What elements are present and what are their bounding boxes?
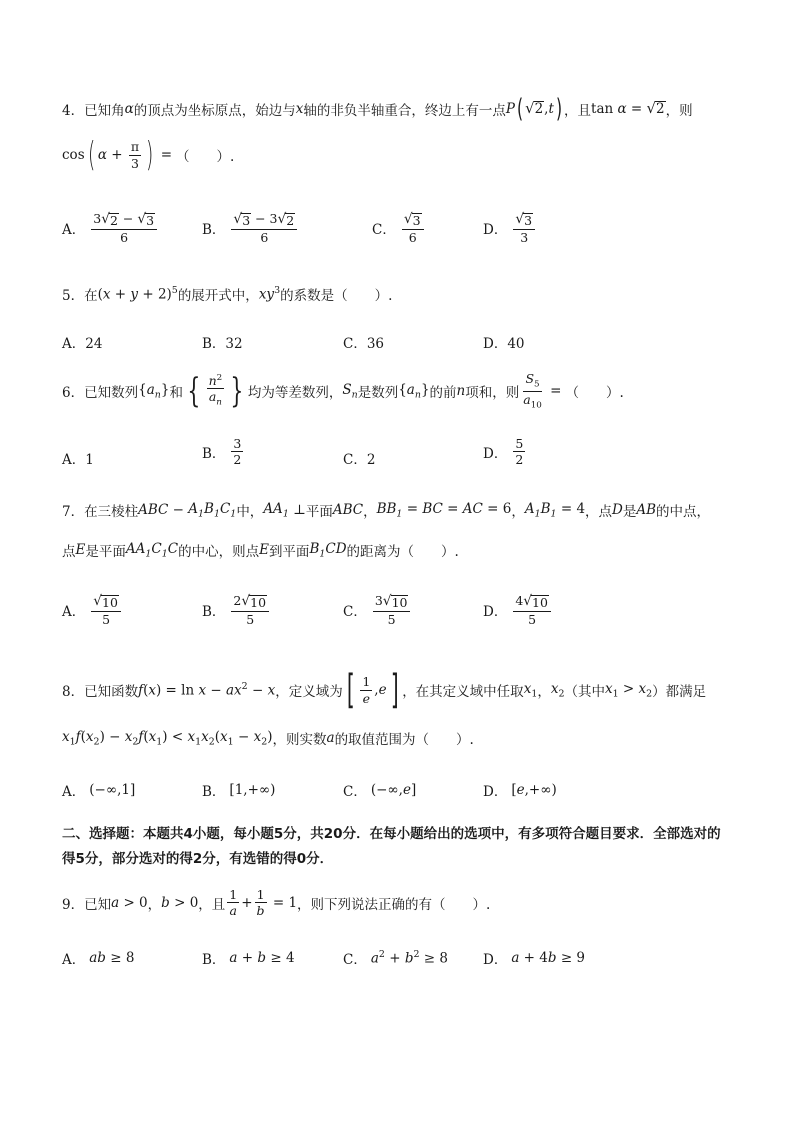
q4-line2: cos ( α + $\frac{\pi}{3}$ ) = （ ）. bbox=[62, 135, 235, 175]
math-reciprocal-sum: $\frac{1}{a}$ + $\frac{1}{b}$ = 1 bbox=[229, 887, 298, 919]
math-aa1c1c: $AA_1C_1C$ bbox=[125, 540, 179, 560]
q5-option-a[interactable]: A．24 bbox=[62, 336, 103, 352]
math-frac: 2 √ 10 5 bbox=[231, 594, 269, 627]
q6-option-c[interactable]: C．2 bbox=[343, 452, 376, 468]
math-e: E bbox=[75, 542, 86, 558]
math-aa1: $AA_1$ bbox=[263, 500, 289, 520]
math-ineq: a + b ≥ 4 bbox=[229, 950, 295, 966]
math-fx-def: $f(x) = \ln x - ax^2 - x$ bbox=[138, 681, 276, 699]
q5-option-b[interactable]: B．32 bbox=[202, 336, 243, 352]
q8-option-c[interactable]: C． (−∞,e] bbox=[343, 782, 417, 800]
q7-option-b[interactable]: B． 2 √ 10 5 bbox=[202, 594, 271, 627]
math-cos-expr: cos ( α + $\frac{\pi}{3}$ ) = bbox=[62, 135, 173, 175]
math-frac: $\frac{5}{2}$ bbox=[515, 436, 524, 468]
q8-option-a[interactable]: A． (−∞,1] bbox=[62, 782, 136, 800]
math-interval: [1,+∞) bbox=[229, 782, 276, 798]
math-x: x bbox=[295, 101, 304, 117]
math-frac: 4 √ 10 5 bbox=[513, 594, 551, 627]
q7-option-c[interactable]: C． 3 √ 10 5 bbox=[343, 594, 412, 627]
math-interval: (−∞,1] bbox=[89, 782, 136, 798]
section-heading: 二、选择题：本题共4小题，每小题5分，共20分．在每小题给出的选项中，有多项符合题目要求．全部选对的得5分，部分选对的得2分，有选错的得0分． bbox=[62, 826, 721, 867]
q4-option-a[interactable]: A． 3 √ 2 − √ 3 6 bbox=[62, 212, 159, 245]
q8-line2: $x_1f(x_2) - x_2f(x_1) < x_1x_2(x_1 - x_2)$ ，则实数 a 的取值范围为（ ）. bbox=[62, 728, 474, 748]
math-a: a bbox=[326, 730, 335, 746]
q4-option-c[interactable]: C． √ 3 6 bbox=[372, 212, 426, 245]
math-x1-gt-x2: $x_1 > x_2$ bbox=[604, 680, 653, 700]
math-domain: [ $\frac{1}{e}$ , e ] bbox=[346, 667, 399, 713]
math-s5-a10: $\frac{S_5}{a_{10}}$ = bbox=[523, 371, 562, 411]
q8-option-b[interactable]: B． [1,+∞) bbox=[202, 782, 276, 800]
q9-option-c[interactable]: C． $a^2 + b^2 \ge 8$ bbox=[343, 949, 448, 968]
q9-option-d[interactable]: D． a + 4b ≥ 9 bbox=[483, 950, 586, 968]
math-interval: (−∞,e] bbox=[370, 782, 417, 798]
math-binomial: $(x + y + 2)^5$ bbox=[97, 285, 178, 303]
q5-option-c[interactable]: C．36 bbox=[343, 336, 385, 352]
math-alpha: α bbox=[124, 101, 134, 117]
math-d: D bbox=[612, 502, 623, 518]
math-ineq: $a^2 + b^2 \ge 8$ bbox=[370, 949, 448, 967]
q6-stem: 6．已知数列 $\{a_n\}$ 和 { $\frac{n^2}{a_n}$ } 均为等差数列， $S_n$ 是数列 $\{a_n\}$ 的前 n 项和，则 $\frac{S_5}{a_{10}}$ = （ ）. bbox=[62, 371, 624, 412]
q7-line1: 7．在三棱柱 ABC − $A_1B_1C_1$ 中， $AA_1$ ⊥ 平面 ABC ， $BB_1$ = BC = AC = 6 ， $A_1B_1 = 4$ ，点 D 是 AB 的中点， bbox=[62, 500, 711, 520]
math-point-p: P ( √ 2 , t ) bbox=[505, 94, 563, 124]
q4-option-b[interactable]: B． √ 3 − 3 √ 2 6 bbox=[202, 212, 299, 245]
q7-line2: 点 E 是平面 $AA_1C_1C$ 的中心，则点 E 到平面 $B_1CD$ 的距离为（ ）. bbox=[62, 540, 459, 560]
math-frac: 3 √ 10 5 bbox=[373, 594, 411, 627]
q9-option-b[interactable]: B． a + b ≥ 4 bbox=[202, 950, 295, 968]
math-seq-an-2: $\{a_n\}$ bbox=[398, 381, 430, 401]
math-abc: ABC bbox=[332, 502, 364, 518]
math-lengths: $BB_1$ = BC = AC = 6 bbox=[376, 500, 512, 520]
q5-stem: 5．在 $(x + y + 2)^5$ 的展开式中， $xy^3$ 的系数是（ ）. bbox=[62, 285, 393, 304]
math-a-gt-0: a > 0 bbox=[111, 894, 148, 911]
math-xy3: $xy^3$ bbox=[258, 285, 281, 303]
q4-option-d[interactable]: D． √ 3 3 bbox=[483, 212, 537, 245]
math-x2: $x_2$ bbox=[550, 680, 565, 700]
math-e-2: E bbox=[259, 542, 269, 558]
math-frac: $\frac{3}{2}$ bbox=[233, 436, 242, 468]
q8-option-d[interactable]: D． [e,+∞) bbox=[483, 782, 557, 800]
math-frac: 3 √ 2 − √ 3 6 bbox=[91, 212, 157, 245]
math-inequality: $x_1f(x_2) - x_2f(x_1) < x_1x_2(x_1 - x_2)$ bbox=[62, 728, 273, 748]
math-n: n bbox=[456, 383, 466, 400]
q5-option-d[interactable]: D．40 bbox=[483, 336, 525, 352]
math-frac: √ 3 3 bbox=[513, 212, 535, 245]
math-b-gt-0: b > 0 bbox=[161, 894, 199, 911]
math-prism: ABC bbox=[138, 502, 169, 518]
q4-line1: 4．已知角 α 的顶点为坐标原点，始边与 x 轴的非负半轴重合，终边上有一点 P ( √ 2 , t ) ，且 tan α = √ 2 ，则 bbox=[62, 94, 693, 124]
math-frac: √ 3 − 3 √ 2 6 bbox=[231, 212, 297, 245]
math-ineq: a + 4b ≥ 9 bbox=[511, 950, 586, 966]
math-sn: $S_n$ bbox=[342, 381, 358, 401]
q6-option-d[interactable]: D． $\frac{5}{2}$ bbox=[483, 436, 524, 468]
q6-option-a[interactable]: A．1 bbox=[62, 452, 94, 468]
q7-option-d[interactable]: D． 4 √ 10 5 bbox=[483, 594, 553, 627]
math-ab: AB bbox=[636, 502, 657, 518]
q9-option-a[interactable]: A． ab ≥ 8 bbox=[62, 950, 135, 968]
math-b1cd: $B_1CD$ bbox=[309, 540, 347, 560]
math-seq-n2-an: { $\frac{n^2}{a_n}$ } bbox=[187, 371, 244, 412]
math-a1b1: $A_1B_1 = 4$ bbox=[524, 500, 586, 520]
math-frac: √ 3 6 bbox=[402, 212, 424, 245]
math-frac: √ 10 5 bbox=[91, 594, 121, 627]
q8-line1: 8．已知函数 $f(x) = \ln x - ax^2 - x$ ，定义域为 [ $\frac{1}{e}$ , e ] ，在其定义域中任取 $x_1$ ， $x_2$ （其中 $x_1 > x_2$ ）都满足 bbox=[62, 667, 707, 713]
q6-option-b[interactable]: B． $\frac{3}{2}$ bbox=[202, 436, 242, 468]
q9-stem: 9．已知 a > 0 ， b > 0 ，且 $\frac{1}{a}$ + $\frac{1}{b}$ = 1 ，则下列说法正确的有（ ）. bbox=[62, 887, 491, 919]
math-ineq: ab ≥ 8 bbox=[89, 950, 135, 966]
math-interval: [e,+∞) bbox=[511, 782, 557, 798]
q7-option-a[interactable]: A． √ 10 5 bbox=[62, 594, 123, 627]
math-tan-eq: tan α = √ 2 bbox=[591, 98, 665, 117]
math-x1: $x_1$ bbox=[523, 680, 538, 700]
math-seq-an: $\{a_n\}$ bbox=[138, 381, 170, 401]
